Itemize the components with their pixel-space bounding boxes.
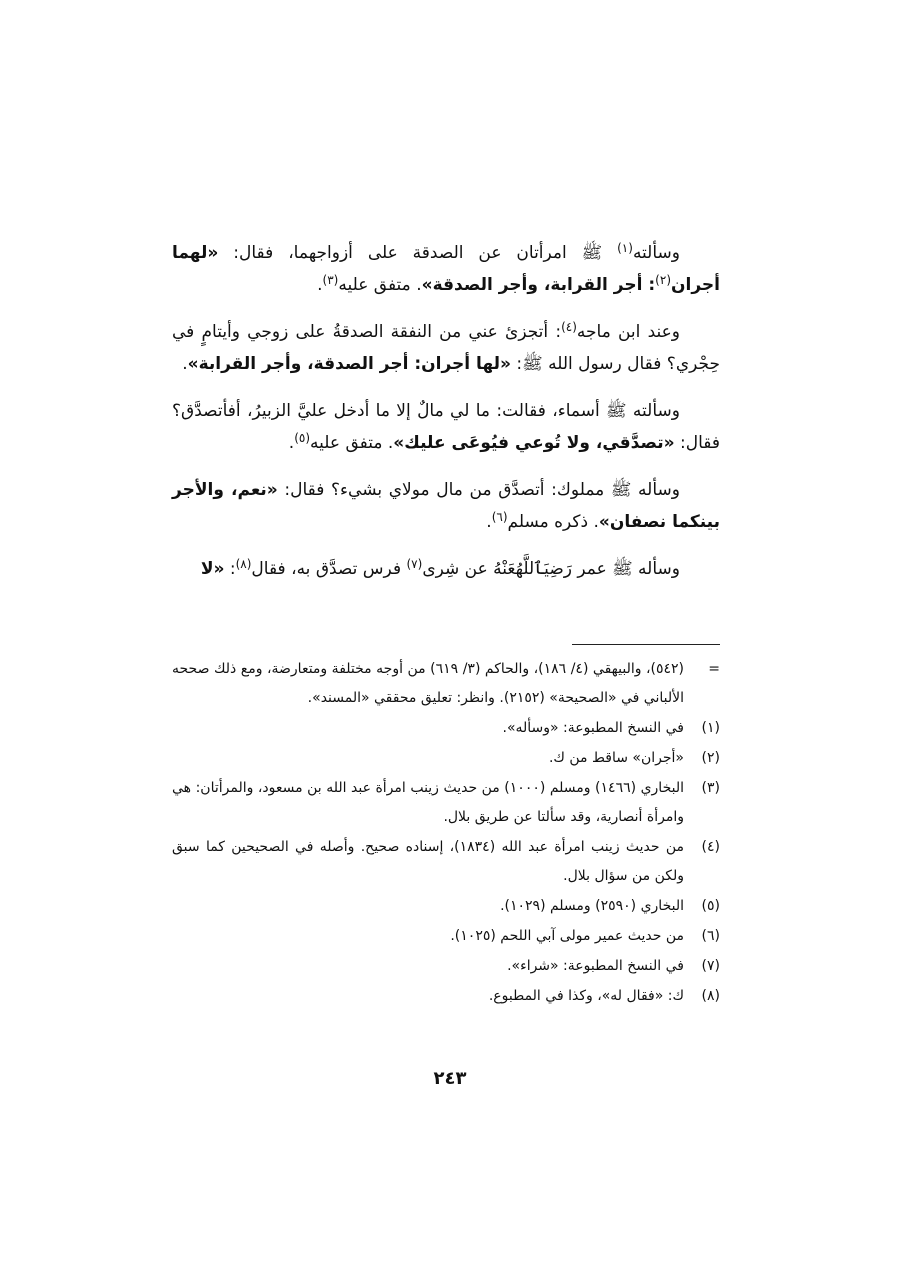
hadith-quote: «لا bbox=[200, 559, 225, 579]
footnote-number: (٤) bbox=[701, 839, 720, 855]
footnote-2 bbox=[172, 744, 720, 773]
main-text bbox=[172, 238, 720, 602]
footnote-6 bbox=[172, 922, 720, 951]
footnote-text: في النسخ المطبوعة: «وسأله». bbox=[502, 720, 684, 736]
paragraph-2: وعند ابن ماجه$^{(٤)}$: أتجزئ عني من النفقة الصدقةُ على زوجي وأيتامٍ في حِجْري؟ فقال رسول الله ﷺ: «لها أجران: أجر الصدقة، وأجر القرابة». bbox=[172, 320, 720, 374]
footnote-text: «أجران» ساقط من ك. bbox=[548, 750, 684, 766]
paragraph-3: وسألته ﷺ أسماء، فقالت: ما لي مالٌ إلا ما أدخل عليَّ الزبيرُ، أفأتصدَّق؟ فقال: «تصدَّقي، ولا تُوعي فيُوعَى عليك». متفق عليه$^{(٥)}$. bbox=[172, 401, 720, 453]
footnote-number: (١) bbox=[701, 720, 720, 736]
page-number: ٢٤٣ bbox=[433, 1068, 467, 1089]
footnote-7 bbox=[172, 952, 720, 981]
footnote-number: (٣) bbox=[701, 780, 720, 796]
footnote-text: (٥٤٢)، والبيهقي (٤/ ١٨٦)، والحاكم (٣/ ٦١٩) من أوجه مختلفة ومتعارضة، ومع ذلك صححه الألباني في «الصحيحة» (٢١٥٢). وانظر: تعليق محققي «المسند». bbox=[172, 661, 685, 706]
paragraph-1: وسألته$^{(١)}$ ﷺ امرأتان عن الصدقة على أزواجهما، فقال: «لهما أجران$^{(٢)}$: أجر القرابة، وأجر الصدقة». متفق عليه$^{(٣)}$. bbox=[172, 241, 720, 295]
footnote-number: (٦) bbox=[701, 928, 720, 944]
paragraph-4: وسأله ﷺ مملوك: أتصدَّق من مال مولاي بشيء؟ فقال: «نعم، والأجر بينكما نصفان». ذكره مسلم$^{(٦)}$. bbox=[172, 480, 720, 532]
footnote-number: (٧) bbox=[701, 958, 720, 974]
footnote-8 bbox=[172, 982, 720, 1011]
footnote-ref-7[interactable]: (٧) bbox=[406, 557, 423, 571]
footnotes bbox=[172, 655, 720, 1012]
footnote-divider bbox=[572, 644, 720, 645]
footnote-text: من حديث عمير مولى آبي اللحم (١٠٢٥). bbox=[450, 928, 684, 944]
footnote-ref-5[interactable]: (٥) bbox=[294, 430, 311, 445]
footnote-number: (٢) bbox=[701, 750, 720, 766]
footnote-ref-3[interactable]: (٣) bbox=[322, 272, 339, 287]
footnote-number: (٨) bbox=[701, 988, 720, 1004]
footnote-5 bbox=[172, 892, 720, 921]
footnote-ref-8[interactable]: (٨) bbox=[235, 557, 252, 571]
hadith-quote: «لها أجران: أجر الصدقة، وأجر القرابة» bbox=[187, 353, 512, 374]
footnote-ref-2[interactable]: (٢) bbox=[655, 272, 671, 287]
footnote-text: من حديث زينب امرأة عبد الله (١٨٣٤)، إسناده صحيح. وأصله في الصحيحين كما سبق ولكن من سؤال بلال. bbox=[172, 839, 685, 884]
footnote-text: في النسخ المطبوعة: «شراء». bbox=[507, 958, 684, 974]
footnote-number: = bbox=[708, 661, 720, 677]
footnote-text: البخاري (١٤٦٦) ومسلم (١٠٠٠) من حديث زينب امرأة عبد الله بن مسعود، والمرأتان: هي وامرأة أنصارية، وقد سألتا عن طريق بلال. bbox=[172, 780, 684, 825]
hadith-quote: «نعم، والأجر بينكما نصفان» bbox=[172, 480, 720, 532]
footnote-1 bbox=[172, 714, 720, 743]
paragraph-5: وسأله ﷺ عمر رَضِيَٱللَّهُعَنْهُ عن شِرى$^{(٧)}$ فرس تصدَّق به، فقال$^{(٨)}$: «لا bbox=[200, 557, 680, 579]
footnote-text: البخاري (٢٥٩٠) ومسلم (١٠٢٩). bbox=[500, 898, 684, 914]
footnote-4 bbox=[172, 833, 720, 891]
footnote-ref-1[interactable]: (١) bbox=[617, 241, 633, 255]
footnote-continued bbox=[172, 655, 720, 713]
footnote-number: (٥) bbox=[701, 898, 720, 914]
hadith-quote: «لهما أجران bbox=[172, 243, 720, 295]
footnote-3 bbox=[172, 774, 720, 832]
footnote-text: ك: «فقال له»، وكذا في المطبوع. bbox=[488, 988, 684, 1004]
hadith-quote: «تصدَّقي، ولا تُوعي فيُوعَى عليك» bbox=[393, 432, 675, 453]
footnote-ref-4[interactable]: (٤) bbox=[561, 320, 577, 334]
footnote-ref-6[interactable]: (٦) bbox=[491, 509, 508, 524]
hadith-quote: : أجر القرابة، وأجر الصدقة» bbox=[421, 274, 656, 295]
